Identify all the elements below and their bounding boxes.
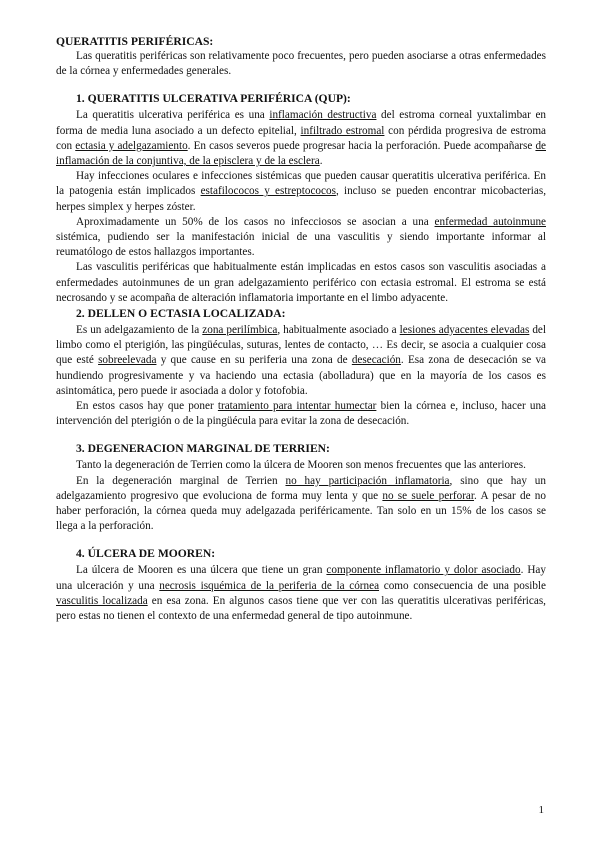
document-title: QUERATITIS PERIFÉRICAS: [56, 35, 214, 48]
s1-paragraph-1: La queratitis ulcerativa periférica es una inflamación destructiva del estroma corneal yuxtalimbar en forma de media luna asociado a un defecto epitelial, infiltrado estromal con pérdida progresiva de estroma con ectasia y adelgazamiento. En casos severos puede progresar hacia la perforación. Puede acompañarse de inflamación de la conjuntiva, de la episclera y de la esclera. [56, 109, 547, 168]
s3-paragraph-2: En la degeneración marginal de Terrien no hay participación inflamatoria, sino que hay un adelgazamiento progresivo que evoluciona de forma muy lenta y que no se suele perforar. A pesar de no haber perforación, la córnea queda muy adelgazada periféricamente. Tan solo en un 15% de los casos se llega a la perforación. [56, 474, 546, 533]
s2-paragraph-1: Es un adelgazamiento de la zona perilímbica, habitualmente asociado a lesiones adyacentes elevadas del limbo como el pterigión, las pingüéculas, suturas, lentes de contacto, … Es decir, se asocia a cualquier cosa que esté sobreelevada y que cause en su periferia una zona de desecación. Esa zona de desecación se va hundiendo progresivamente y va haciendo una ectasia (abolladura) que en la mayoría de los casos es asintomática, pero puede ir asociada a dolor y fotofobia. [56, 324, 547, 397]
section-4-heading: 4. ÚLCERA DE MOOREN: [76, 547, 216, 561]
s4-paragraph-1: La úlcera de Mooren es una úlcera que tiene un gran componente inflamatorio y dolor asociado. Hay una ulceración y una necrosis isquémica de la periferia de la córnea como consecuencia de una posible vasculitis localizada en esa zona. En algunos casos tiene que ver con las queratitis ulcerativas periféricas, pero estas no tienen el contexto de una enfermedad general de tipo autoinmune. [56, 564, 546, 623]
s1-paragraph-2: Hay infecciones oculares e infecciones sistémicas que pueden causar queratitis ulcerativa periférica. En la patogenia están implicados estafilococos y estreptococos, incluso se pueden encontrar micobacterias, herpes simplex y herpes zóster. [56, 170, 546, 213]
section-1-heading: 1. QUERATITIS ULCERATIVA PERIFÉRICA (QUP): [76, 92, 351, 106]
page-number: 1 [538, 804, 544, 816]
s1-paragraph-4: Las vasculitis periféricas que habitualmente están implicadas en estos casos son vasculitis asociadas a enfermedades autoinmunes de un gran adelgazamiento periférico con ectasia estromal. El estroma se está necrosando y se acompaña de alteración inflamatoria importante en el limbo adyacente. [56, 261, 546, 304]
document-page [56, 34, 546, 624]
s1-paragraph-3: Aproximadamente un 50% de los casos no infecciosos se asocian a una enfermedad autoinmune sistémica, pudiendo ser la manifestación inicial de una vasculitis y siendo importante informar al reumatólogo de estos hallazgos importantes. [56, 215, 546, 259]
s3-paragraph-1: Tanto la degeneración de Terrien como la úlcera de Mooren son menos frecuentes que las anteriores. [76, 459, 526, 472]
section-2-heading: 2. DELLEN O ECTASIA LOCALIZADA: [76, 307, 286, 321]
section-3-heading: 3. DEGENERACION MARGINAL DE TERRIEN: [76, 442, 330, 456]
intro-paragraph: Las queratitis periféricas son relativamente poco frecuentes, pero pueden asociarse a otras enfermedades de la córnea y enfermedades generales. [56, 50, 546, 78]
s2-paragraph-2: En estos casos hay que poner tratamiento para intentar humectar bien la córnea e, incluso, hacer una intervención del pterigión o de la pingüécula para evitar la zona de desecación. [56, 400, 547, 428]
